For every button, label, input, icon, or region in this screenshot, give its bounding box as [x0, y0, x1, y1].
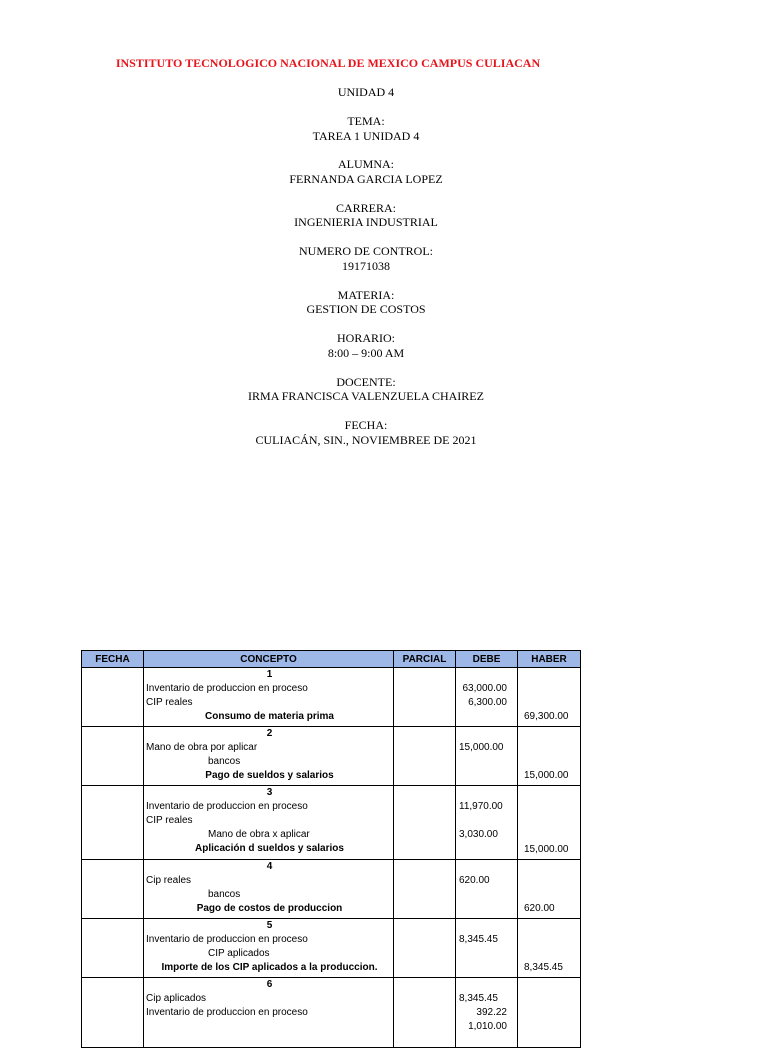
entry-description: Importe de los CIP aplicados a la produccion. — [161, 962, 378, 973]
career-label: CARRERA: — [335, 201, 396, 215]
fecha-cell — [82, 978, 144, 1048]
concept-line: Cip aplicados — [146, 993, 207, 1004]
debe-value: 392.22 — [476, 1007, 507, 1018]
fecha-cell — [82, 727, 144, 786]
concept-line: CIP aplicados — [208, 948, 270, 959]
haber-value: 8,345.45 — [524, 962, 563, 973]
date-label: FECHA: — [344, 418, 388, 432]
parcial-cell — [394, 919, 456, 978]
debe-value: 3,030.00 — [459, 829, 498, 840]
concepto-cell — [144, 860, 394, 919]
control-label: NUMERO DE CONTROL: — [299, 244, 433, 258]
institute-title: INSTITUTO TECNOLOGICO NACIONAL DE MEXICO CAMPUS CULIACAN — [115, 56, 541, 70]
unit-label: UNIDAD 4 — [337, 85, 395, 99]
concept-line: Inventario de produccion en proceso — [146, 801, 308, 812]
student-value: FERNANDA GARCIA LOPEZ — [289, 172, 443, 186]
debe-cell — [456, 978, 518, 1048]
concept-line: Cip reales — [146, 875, 192, 886]
debe-value: 8,345.45 — [459, 934, 498, 945]
haber-cell — [518, 919, 581, 978]
haber-cell — [518, 860, 581, 919]
debe-value: 1,010.00 — [468, 1021, 507, 1032]
concept-line: Mano de obra por aplicar — [146, 742, 258, 753]
table-row — [82, 727, 581, 786]
student-label: ALUMNA: — [338, 157, 394, 171]
subject-value: GESTION DE COSTOS — [306, 302, 426, 316]
concepto-cell — [144, 919, 394, 978]
haber-cell — [518, 668, 581, 727]
topic-label: TEMA: — [347, 114, 385, 128]
header-haber: HABER — [518, 651, 581, 668]
debe-value: 620.00 — [459, 875, 490, 886]
table-row — [82, 668, 581, 727]
concept-line: CIP reales — [146, 697, 193, 708]
entry-number: 3 — [266, 787, 273, 798]
schedule-value: 8:00 – 9:00 AM — [327, 346, 405, 360]
haber-cell — [518, 786, 581, 860]
subject-label: MATERIA: — [337, 288, 395, 302]
parcial-cell — [394, 727, 456, 786]
entry-description: Aplicación d sueldos y salarios — [195, 843, 344, 854]
entry-description: Pago de costos de produccion — [196, 903, 343, 914]
concepto-cell — [144, 786, 394, 860]
parcial-cell — [394, 860, 456, 919]
haber-value: 15,000.00 — [524, 844, 569, 855]
teacher-value: IRMA FRANCISCA VALENZUELA CHAIREZ — [248, 389, 484, 403]
topic-value: TAREA 1 UNIDAD 4 — [312, 129, 420, 143]
debe-cell — [456, 786, 518, 860]
debe-cell — [456, 919, 518, 978]
header-debe: DEBE — [456, 651, 518, 668]
header-fecha: FECHA — [82, 651, 144, 668]
schedule-label: HORARIO: — [336, 331, 395, 345]
career-value: INGENIERIA INDUSTRIAL — [294, 215, 438, 229]
entry-number: 2 — [266, 728, 273, 739]
table-row — [82, 860, 581, 919]
concepto-cell — [144, 668, 394, 727]
date-value: CULIACÁN, SIN., NOVIEMBREE DE 2021 — [255, 433, 477, 447]
entry-description: Consumo de materia prima — [205, 711, 334, 722]
concepto-cell — [144, 727, 394, 786]
parcial-cell — [394, 978, 456, 1048]
table-row — [82, 919, 581, 978]
haber-value: 15,000.00 — [524, 770, 569, 781]
entry-description: Pago de sueldos y salarios — [205, 770, 334, 781]
debe-value: 15,000.00 — [459, 742, 504, 753]
concept-line: CIP reales — [146, 815, 193, 826]
concept-line: bancos — [208, 889, 241, 900]
entry-number: 1 — [266, 669, 273, 680]
concept-line: Mano de obra x aplicar — [208, 829, 310, 840]
haber-cell — [518, 727, 581, 786]
concepto-cell — [144, 978, 394, 1048]
journal-table — [81, 650, 581, 1048]
concept-line: Inventario de produccion en proceso — [146, 1007, 308, 1018]
teacher-label: DOCENTE: — [336, 375, 396, 389]
haber-value: 69,300.00 — [524, 711, 569, 722]
debe-value: 6,300.00 — [468, 697, 507, 708]
table-row — [82, 978, 581, 1048]
entry-number: 4 — [266, 861, 273, 872]
table-row — [82, 786, 581, 860]
debe-cell — [456, 860, 518, 919]
control-value: 19171038 — [342, 259, 390, 273]
debe-value: 11,970.00 — [459, 801, 503, 812]
fecha-cell — [82, 860, 144, 919]
fecha-cell — [82, 786, 144, 860]
table-header-row — [82, 651, 581, 668]
fecha-cell — [82, 668, 144, 727]
entry-number: 5 — [266, 920, 273, 931]
debe-value: 63,000.00 — [462, 683, 507, 694]
entry-number: 6 — [266, 979, 273, 990]
debe-value: 8,345.45 — [459, 993, 498, 1004]
fecha-cell — [82, 919, 144, 978]
concept-line: Inventario de produccion en proceso — [146, 683, 308, 694]
header-concepto: CONCEPTO — [144, 651, 394, 668]
haber-value: 620.00 — [524, 903, 555, 914]
debe-cell — [456, 668, 518, 727]
parcial-cell — [394, 786, 456, 860]
debe-cell — [456, 727, 518, 786]
header-parcial: PARCIAL — [394, 651, 456, 668]
haber-cell — [518, 978, 581, 1048]
parcial-cell — [394, 668, 456, 727]
concept-line: bancos — [208, 756, 241, 767]
concept-line: Inventario de produccion en proceso — [146, 934, 308, 945]
